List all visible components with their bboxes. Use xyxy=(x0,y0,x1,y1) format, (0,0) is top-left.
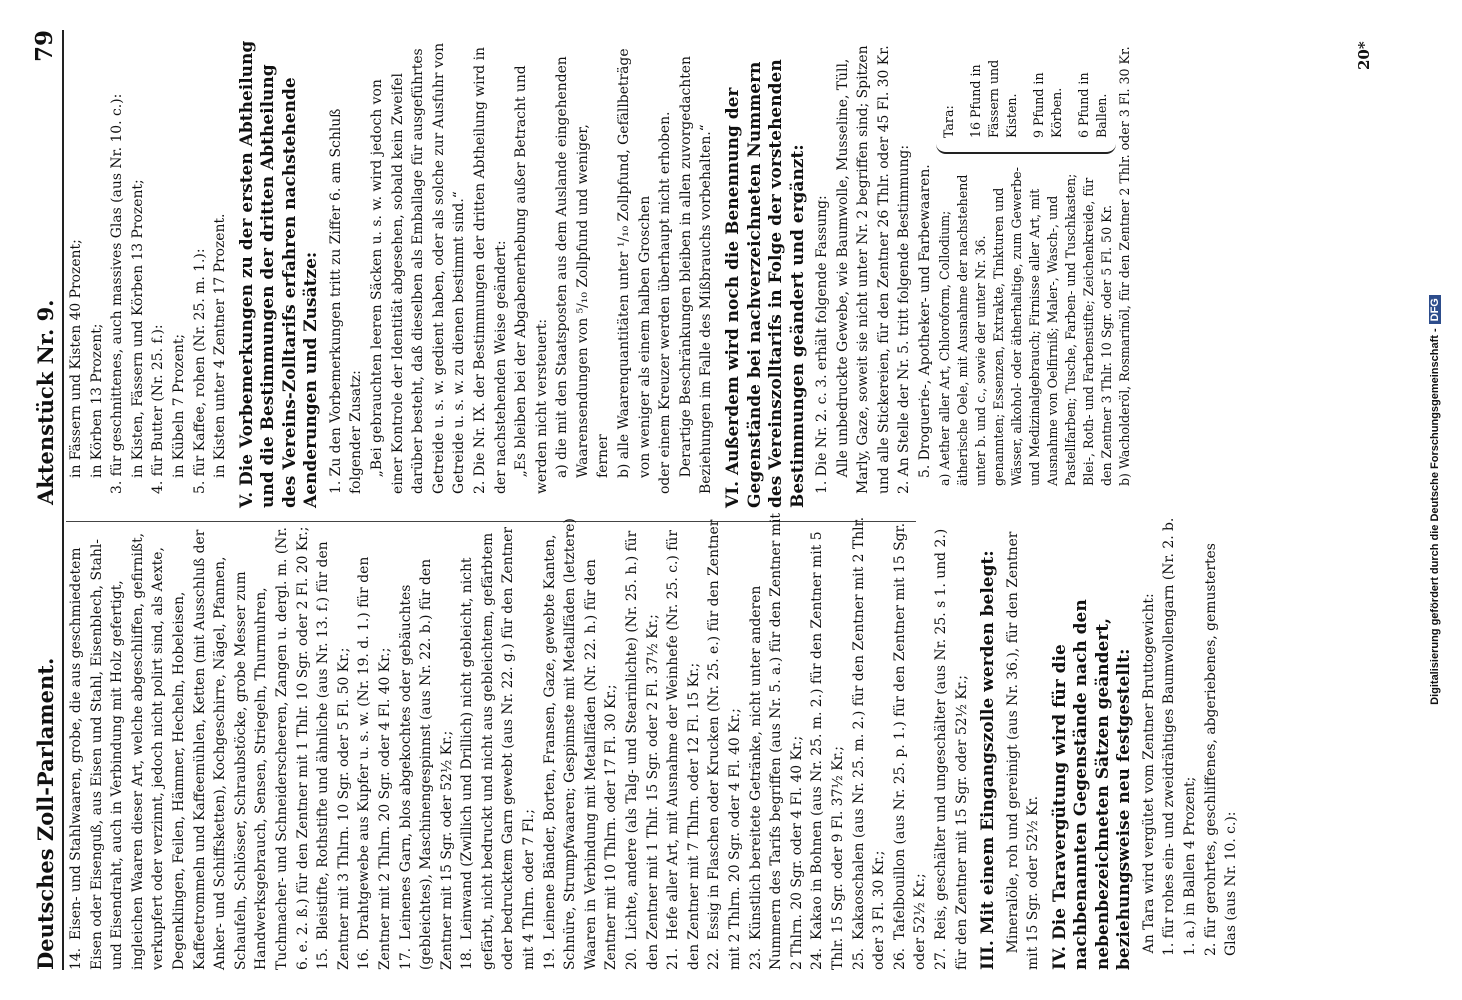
tariff-item-text: Essig in Flaschen oder Krucken (Nr. 25. e.) für den Zentner mit 2 Thlrn. 20 Sgr. oder 4 Fl. 40 Kr.; xyxy=(706,519,743,970)
tariff-item-text: Hefe aller Art, mit Ausnahme der Weinhefe (Nr. 25. c.) für den Zentner mit 7 Thlrn. oder 12 Fl. 15 Kr.; xyxy=(665,530,702,970)
digitization-credit xyxy=(1429,0,1447,1000)
signature-mark: 20* xyxy=(1355,41,1373,70)
header-left: Deutsches Zoll-Parlament. xyxy=(33,657,58,970)
tariff-item-number: 19. xyxy=(541,947,558,970)
tara-value: 16 Pfund in Fässern und Kisten. xyxy=(968,59,1020,138)
section-6-item: 1. Die Nr. 2. c. 3. erhält folgende Fassung: xyxy=(814,195,831,494)
tariff-item-text: Reis, geschälter und ungeschälter (aus Nr. 25. s 1. und 2.) für den Zentner mit 15 Sgr. oder 52½ Kr.; xyxy=(932,528,970,970)
left-column xyxy=(66,510,1242,970)
section-6-item: 5. Droguerie-, Apotheker- und Farbewaaren. xyxy=(917,164,933,478)
tariff-item xyxy=(704,510,745,970)
section-5-item: 1. Zu den Vorbemerkungen tritt zu Ziffer 6. am Schluß folgender Zusatz: xyxy=(327,108,365,494)
tariff-item xyxy=(66,510,313,970)
section-6-item: Alle unbedruckte Gewebe, wie Baumwolle, Musseline, Tüll, Marly, Gaze, soweit sie nicht unter Nr. 2 begriffen sind; Spitzen und alle Stickereien, für den Zentner 26 Thlr. oder 45 Fl. 30 Kr. xyxy=(834,45,892,494)
tariff-item-number: 15. xyxy=(315,947,332,970)
tariff-item xyxy=(746,510,808,970)
tariff-item-number: 14. xyxy=(68,947,84,970)
section-6-a-text: a) Aether aller Art, Chloroform, Collodium; ätherische Oele, mit Ausnahme der nachstehend unter b. und c., sowie der unter Nr. 36. genannten; Essenzen, Extrakte, Tinkturen und Wässer, alkohol- oder ätherhaltige, zum Gewerbe- und Medizinalgebrauch; Firnisse aller Art, mit Ausnahme von Oelfirniß; Maler-, Wasch-, und Pastellfarben; Tusche, Farben- und Tuschkasten; Blei-, Roth- und Farbenstifte; Zeichenkreide, für den Zentner 3 Thlr. 10 Sgr. oder 5 Fl. 50 Kr. xyxy=(936,167,1114,486)
section-3-heading: III. Mit einem Eingangszolle werden belegt: xyxy=(978,550,999,970)
tariff-item-number: 18. xyxy=(459,947,476,970)
section-4-intro: An Tara wird vergütet vom Zentner Bruttogewicht: xyxy=(1140,593,1157,954)
tariff-item xyxy=(663,510,704,970)
tariff-item xyxy=(931,510,972,970)
section-3-text: Mineralöle, roh und gereinigt (aus Nr. 36.), für den Zentner mit 15 Sgr. oder 52½ Kr. xyxy=(1004,531,1042,970)
section-5-item: „Bei gebrauchten leeren Säcken u. s. w. wird jedoch von einer Kontrole der Identität abgesehen, sobald kein Zweifel darüber besteht, daß dieselben als Emballage für ausgeführtes Getreide u. s. w. gedient haben, oder als solche zur Ausfuhr von Getreide u. s. w. zu dienen bestimmt sind.“ xyxy=(368,42,468,494)
tara-brace-block xyxy=(936,40,1116,486)
section-5-item: Derartige Beschränkungen bleiben in allen zuvorgedachten Beziehungen im Falle des Mißbrauchs vorbehalten.“ xyxy=(677,56,715,494)
section-6-b-text: b) Wacholderöl, Rosmarinöl, für den Zentner 2 Thlr. oder 3 Fl. 30 Kr. xyxy=(1116,46,1132,486)
section-6-item: 2. An Stelle der Nr. 5. tritt folgende Bestimmung: xyxy=(896,144,913,494)
tariff-item-text: Kakaoschalen (aus Nr. 25. m. 2.) für den Zentner mit 2 Thlr. oder 3 Fl. 30 Kr.; xyxy=(850,516,888,970)
tariff-item-text: Leinenes Garn, blos abgekochtes oder gebäuchtes (gebleichtes), Maschinengespinnst (aus Nr. 22. b.) für den Zentner mit 15 Sgr. oder 52½ Kr.; xyxy=(397,558,455,970)
dfg-logo: DFG xyxy=(1429,295,1441,324)
tara-line: in Fässern und Kisten 40 Prozent; xyxy=(68,239,84,478)
tariff-item-text: Drahtgewebe aus Kupfer u. s. w. (Nr. 19. d. 1.) für den Zentner mit 2 Thlrn. 20 Sgr. oder 4 Fl. 40 Kr.; xyxy=(356,556,393,970)
section-4-item: 2. für gerohrtes, geschliffenes, abgeriebenes, gemustertes Glas (aus Nr. 10. c.): xyxy=(1202,543,1240,956)
section-5-heading: V. Die Vorbemerkungen zu der ersten Abtheilung und die Bestimmungen der dritten Abtheilung des Vereins-Zolltarifs erfahren nachstehende Aenderungen und Zusätze: xyxy=(236,40,322,508)
tariff-item-text: Bleistifte, Rothstifte und ähnliche (aus Nr. 13. f.) für den Zentner mit 3 Thlrn. 10 Sgr. oder 5 Fl. 50 Kr.; xyxy=(315,541,352,970)
section-5-item: oder einem Kreuzer werden überhaupt nicht erhoben. xyxy=(657,111,674,494)
header-middle: Aktenstück Nr. 9. xyxy=(33,299,58,505)
section-6-b-block xyxy=(1116,40,1134,486)
tariff-item-text: Tafelbouillon (aus Nr. 25. p. 1.) für den Zentner mit 15 Sgr. oder 52½ Kr.; xyxy=(891,522,929,970)
tariff-item-text: Lichte, andere (als Talg- und Stearinlichte) (Nr. 25. h.) für den Zentner mit 1 Thlr. 15 Sgr. oder 2 Fl. 37½ Kr.; xyxy=(624,530,661,970)
section-5-item: 2. Die Nr. IX. der Bestimmungen der dritten Abtheilung wird in der nachstehenden Weise geändert: xyxy=(471,47,509,494)
tariff-item xyxy=(354,510,395,970)
tariff-item-number: 22. xyxy=(706,947,723,970)
tara-title: Tara: xyxy=(941,105,957,138)
tariff-item-number: 16. xyxy=(356,947,373,970)
section-5-item: a) die mit den Staatsposten aus dem Auslande eingehenden Waarensendungen von ⁵/₁₀ Zollpfund und weniger, xyxy=(554,56,591,478)
tara-line: in Kisten, Fässern und Körben 13 Prozent; xyxy=(129,179,146,478)
tariff-item xyxy=(396,510,458,970)
tara-value: 9 Pfund in Körben. xyxy=(1031,72,1065,138)
tariff-item xyxy=(807,510,848,970)
tariff-item-number: 27. xyxy=(932,947,949,970)
tariff-item xyxy=(890,510,931,970)
tara-line: 4. für Butter (Nr. 25. f.): xyxy=(150,324,167,494)
tariff-item xyxy=(622,510,663,970)
tariff-item xyxy=(849,510,890,970)
right-column xyxy=(66,40,1134,508)
credit-text: Digitalisierung gefördert durch die Deutsche Forschungsgemeinschaft - xyxy=(1429,328,1441,705)
section-5-item: b) alle Waarenquantitäten unter ¹/₁₀ Zollpfund, Gefällbeträge von weniger als einem halben Groschen xyxy=(616,48,653,478)
tariff-item-number: 17. xyxy=(397,947,414,970)
section-5-item: „Es bleiben bei der Abgabenerhebung außer Betracht und werden nicht versteuert: xyxy=(513,65,550,494)
tariff-item-number: 26. xyxy=(891,947,908,970)
tara-line: in Körben 13 Prozent; xyxy=(88,323,105,478)
tara-line: in Kisten unter 4 Zentner 17 Prozent. xyxy=(212,213,229,478)
section-5-item: ferner xyxy=(595,434,612,478)
section-6-heading: VI. Außerdem wird noch die Benennung der Gegenstände bei nachverzeichneten Nummern des Vereinszolltarifs in Folge der vorstehenden Bestimmungen geändert und ergänzt: xyxy=(723,59,808,508)
page-header xyxy=(26,30,64,970)
tara-values xyxy=(936,40,1116,138)
brace-mark xyxy=(936,144,1116,154)
tariff-item-number: 25. xyxy=(850,947,867,970)
tariff-item-number: 24. xyxy=(809,947,826,970)
section-4-heading: IV. Die Taravergütung wird für die nachbenannten Gegenstände nach den nebenbezeichneten Sätzen geändert, beziehungsweise neu festgestellt: xyxy=(1049,599,1135,970)
tariff-item xyxy=(313,510,354,970)
tara-value: 6 Pfund in Ballen. xyxy=(1076,72,1110,138)
tara-line: 3. für geschnittenes, auch massives Glas (aus Nr. 10. c.): xyxy=(109,93,126,494)
section-4-item: 1. für rohes ein- und zweidrähtiges Baumwollengarn (Nr. 2. b. 1. a.) in Ballen 4 Prozent; xyxy=(1161,517,1198,956)
tariff-item-text: Leinene Bänder, Borten, Fransen, Gaze, gewebte Kanten, Schnüre, Strumpfwaaren; Gespinnste mit Metallfäden (letztere) Waaren in Verbindung mit Metallfäden (Nr. 22. h.) für den Zentner mit 10 Thlrn. oder 17 Fl. 30 Kr.; xyxy=(541,518,620,970)
tara-line: 5. für Kaffee, rohen (Nr. 25. m. 1.): xyxy=(191,248,208,494)
tariff-item-text: Leinwand (Zwillich und Drillich) nicht gebleicht, nicht gefärbt, nicht bedruckt und nicht aus gebleichtem, gefärbtem oder bedrucktem Garn gewebt (aus Nr. 22. g.) für den Zentner mit 4 Thlrn. oder 7 Fl.; xyxy=(459,527,538,970)
tariff-item xyxy=(540,510,622,970)
page-number: 79 xyxy=(31,30,58,63)
tariff-item-text: Eisen- und Stahlwaaren, grobe, die aus geschmiedetem Eisen oder Eisenguß, aus Eisen und Stahl, Eisenblech, Stahl- und Eisendraht, auch in Verbindung mit Holz gefertigt, ingleichen Waaren dieser Art, welche abgeschliffen, gefirnißt, verkupfert oder verzinnt, jedoch nicht polirt sind, als Aexte, Degenklingen, Feilen, Hämmer, Hecheln, Hobeleisen, Kaffeetrommeln und Kaffeemühlen, Ketten (mit Ausschluß der Anker- und Schiffsketten), Kochgeschirre, Nägel, Pfannen, Schaufeln, Schlösser, Schraubstöcke, grobe Messer zum Handwerksgebrauch, Sensen, Striegeln, Thurmuhren, Tuchmacher- und Schneiderscheeren, Zangen u. dergl. m. (Nr. 6. e. 2. ß.) für den Zentner mit 1 Thlr. 10 Sgr. oder 2 Fl. 20 Kr.; xyxy=(68,526,311,970)
tariff-item xyxy=(457,510,539,970)
tara-line: in Kübeln 7 Prozent; xyxy=(170,333,187,478)
tariff-item-number: 21. xyxy=(665,947,682,970)
left-item-list xyxy=(66,510,972,970)
tariff-item-text: Künstlich bereitete Getränke, nicht unter anderen Nummern des Tarifs begriffen (aus Nr. 5. a.) für den Zentner mit 2 Thlrn. 20 Sgr. oder 4 Fl. 40 Kr.; xyxy=(747,512,805,970)
tariff-item-number: 23. xyxy=(747,947,764,970)
tariff-item-number: 20. xyxy=(624,947,641,970)
tariff-item-text: Kakao in Bohnen (aus Nr. 25. m. 2.) für den Zentner mit 5 Thlr. 15 Sgr. oder 9 Fl. 37½ Kr.; xyxy=(809,531,846,970)
